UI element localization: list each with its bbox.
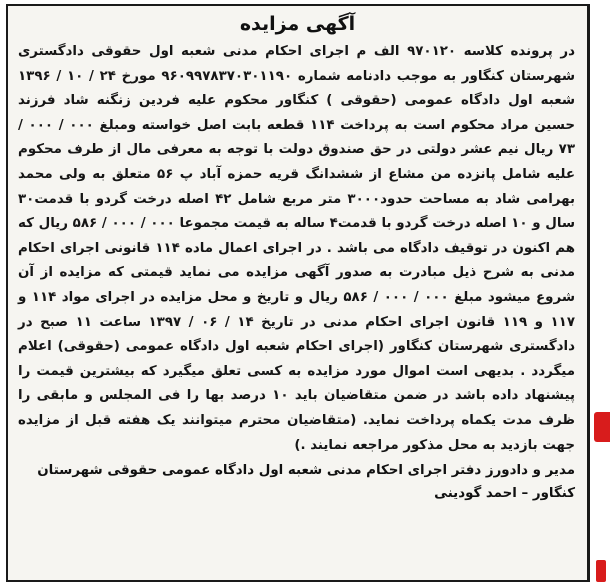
notice-signature — [8, 459, 587, 505]
notice-body: در پرونده کلاسه ۹۷۰۱۲۰ الف م اجرای احکام مدنی شعبه اول حقوقی دادگستری شهرستان کنگاور به موجب دادنامه شماره ۹۶۰۹۹۷۸۳۷۰۳۰۱۱۹۰ مورخ ۲۴ / ۱۰ / ۱۳۹۶ شعبه اول دادگاه عمومی (حقوقی ) کنگاور محکوم علیه فردین زنگنه شاد فرزند حسین مراد محکوم است به پرداخت ۱۱۴ قطعه بابت اصل خواسته ومبلغ ۰۰۰ / ۰۰۰ / ۷۳ ریال نیم عشر دولتی در حق صندوق دولت با توجه به معرفی مال از طرف محکوم علیه شامل پانزده من مشاع از ششدانگ قریه حمزه آباد پ ۵۶ متعلق به ولی محمد بهرامی شاد به مساحت حدود۳۰۰۰ متر مربع شامل ۴۲ اصله درخت گردو با قدمت۳۰ سال و ۱۰ اصله درخت گردو با قدمت۴ ساله به قیمت مجموعا ۰۰۰ / ۰۰۰ / ۵۸۶ ریال که هم اکنون در توقیف دادگاه می باشد . در اجرای اعمال ماده ۱۱۴ قانونی اجرای احکام مدنی به شرح ذیل مبادرت به صدور آگهی مزایده می نماید قیمتی که مزایده از آن شروع میشود مبلغ ۰۰۰ / ۰۰۰ / ۵۸۶ ریال و تاریخ و محل مزایده در اجرای مواد ۱۱۴ و ۱۱۷ و ۱۱۹ قانون اجرای احکام مدنی در تاریخ ۱۴ / ۰۶ / ۱۳۹۷ ساعت ۱۱ صبح در دادگستری شهرستان کنگاور (اجرای احکام شعبه اول دادگاه عمومی (حقوقی) اعلام میگردد . بدیهی است اموال مورد مزایده به کسی تعلق میگیرد که بیشترین قیمت را پیشنهاد داده باشد در ضمن متقاضیان باید ۱۰ درصد بها را فی المجلس و مابقی را ظرف مدت یکماه پرداخت نماید. (متقاضیان محترم میتوانند یک هفته قبل از مزایده جهت بازدید به محل مذکور مراجعه نمایند .) — [18, 44, 576, 453]
auction-notice-clipping — [6, 4, 590, 582]
red-edge-mark — [594, 412, 610, 442]
signature-line-2: کنگاور – احمد گودینی — [434, 486, 575, 502]
signature-line-1: مدیر و دادورز دفتر اجرای احکام مدنی شعبه اول دادگاه عمومی حقوقی شهرستان — [37, 463, 575, 479]
red-edge-mark-lower — [596, 560, 606, 582]
notice-title: آگهی مزایده — [239, 13, 356, 35]
